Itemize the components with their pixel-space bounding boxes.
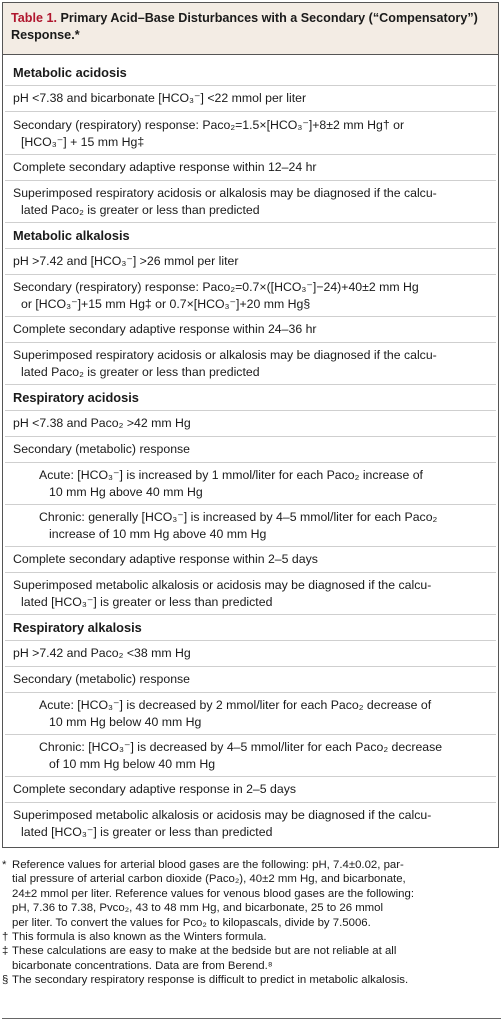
respiratory-alkalosis-acute-line-2: 10 mm Hg below 40 mm Hg [49, 715, 202, 729]
row-divider [5, 692, 496, 693]
metabolic-alkalosis-criteria: pH >7.42 and [HCO₃⁻] >26 mmol per liter [13, 254, 239, 268]
table-number: Table 1. [11, 11, 57, 25]
respiratory-alkalosis-chronic-line-1: Chronic: [HCO₃⁻] is decreased by 4–5 mmol/liter for each Paco₂ decrease [39, 740, 443, 754]
metabolic-acidosis-superimposed [3, 185, 498, 219]
metabolic-acidosis-timing: Complete secondary adaptive response within 12–24 hr [13, 160, 317, 174]
metabolic-acidosis-superimposed-line-1: Superimposed respiratory acidosis or alkalosis may be diagnosed if the calcu- [13, 186, 437, 200]
row-divider [5, 504, 496, 505]
respiratory-acidosis-superimposed-line-2: lated [HCO₃⁻] is greater or less than predicted [21, 595, 273, 609]
footnote-star-line: Reference values for arterial blood gases are the following: pH, 7.4±0.02, par- [12, 859, 404, 871]
footnote-dagger-mark: † [2, 931, 9, 944]
table-title [3, 3, 498, 55]
row-divider [5, 410, 496, 411]
row-divider [5, 640, 496, 641]
footnote-star-line: 24±2 mmol per liter. Reference values for venous blood gases are the following: [12, 887, 414, 900]
section-heading-respiratory-alkalosis: Respiratory alkalosis [13, 620, 142, 635]
respiratory-acidosis-criteria: pH <7.38 and Paco₂ >42 mm Hg [13, 416, 191, 430]
respiratory-alkalosis-criteria: pH >7.42 and Paco₂ <38 mm Hg [13, 646, 191, 660]
respiratory-alkalosis-acute-line-1: Acute: [HCO₃⁻] is decreased by 2 mmol/liter for each Paco₂ decrease of [39, 698, 432, 712]
footnote-section-text: The secondary respiratory response is difficult to predict in metabolic alkalosis. [12, 974, 409, 987]
respiratory-alkalosis-chronic [3, 739, 498, 773]
metabolic-alkalosis-superimposed-line-1: Superimposed respiratory acidosis or alkalosis may be diagnosed if the calcu- [13, 348, 437, 362]
acid-base-table [2, 2, 499, 848]
respiratory-acidosis-chronic-line-2: increase of 10 mm Hg above 40 mm Hg [49, 527, 267, 541]
row-divider [5, 222, 496, 223]
metabolic-acidosis-criteria: pH <7.38 and bicarbonate [HCO₃⁻] <22 mmol per liter [13, 91, 307, 105]
metabolic-alkalosis-response [3, 279, 498, 313]
footnote-star-mark: * [2, 859, 7, 871]
row-divider [5, 572, 496, 573]
footnote-section [2, 973, 499, 987]
bottom-rule [2, 1018, 501, 1019]
metabolic-acidosis-response-line-2: [HCO₃⁻] + 15 mm Hg‡ [21, 135, 145, 149]
section-heading-metabolic-acidosis: Metabolic acidosis [13, 65, 127, 80]
section-heading-respiratory-acidosis: Respiratory acidosis [13, 390, 139, 405]
row-divider [5, 248, 496, 249]
footnote-section-mark: § [2, 974, 9, 987]
footnote-dagger-text: This formula is also known as the Winters formula. [12, 931, 267, 944]
respiratory-acidosis-timing: Complete secondary adaptive response within 2–5 days [13, 552, 318, 566]
footnote-double-dagger [2, 944, 499, 973]
row-divider [5, 776, 496, 777]
footnote-star-line: pH, 7.36 to 7.38, Pvco₂, 43 to 48 mm Hg, and bicarbonate, 25 to 26 mmol [12, 902, 384, 915]
respiratory-acidosis-chronic-line-1: Chronic: generally [HCO₃⁻] is increased by 4–5 mmol/liter for each Paco₂ [39, 510, 438, 524]
respiratory-acidosis-acute-line-2: 10 mm Hg above 40 mm Hg [49, 485, 203, 499]
row-divider [5, 546, 496, 547]
table-title-text: Primary Acid–Base Disturbances with a Secondary (“Compensatory”) [60, 11, 478, 25]
row-divider [5, 180, 496, 181]
row-divider [5, 384, 496, 385]
row-divider [5, 436, 496, 437]
footnote-star-line: per liter. To convert the values for Pco₂ to kilopascals, divide by 7.5006. [12, 916, 371, 929]
row-divider [5, 462, 496, 463]
respiratory-alkalosis-superimposed-line-1: Superimposed metabolic alkalosis or acidosis may be diagnosed if the calcu- [13, 808, 432, 822]
row-divider [5, 111, 496, 112]
row-divider [5, 154, 496, 155]
metabolic-acidosis-response-line-1: Secondary (respiratory) response: Paco₂=1.5×[HCO₃⁻]+8±2 mm Hg† or [13, 118, 405, 132]
row-divider [5, 614, 496, 615]
row-divider [5, 316, 496, 317]
respiratory-alkalosis-superimposed-line-2: lated [HCO₃⁻] is greater or less than predicted [21, 825, 273, 839]
metabolic-alkalosis-superimposed-line-2: lated Paco₂ is greater or less than predicted [21, 365, 260, 379]
footnote-double-dagger-line: bicarbonate concentrations. Data are from Berend.⁸ [12, 959, 273, 972]
respiratory-acidosis-acute [3, 467, 498, 501]
respiratory-alkalosis-acute [3, 697, 498, 731]
footnote-dagger [2, 930, 499, 944]
metabolic-alkalosis-superimposed [3, 347, 498, 381]
row-divider [5, 342, 496, 343]
respiratory-alkalosis-timing: Complete secondary adaptive response in 2–5 days [13, 782, 297, 796]
respiratory-acidosis-chronic [3, 509, 498, 543]
footnote-double-dagger-line: These calculations are easy to make at the bedside but are not reliable at all [12, 945, 397, 958]
row-divider [5, 85, 496, 86]
metabolic-alkalosis-response-line-1: Secondary (respiratory) response: Paco₂=0.7×([HCO₃⁻]−24)+40±2 mm Hg [13, 280, 419, 294]
row-divider [5, 734, 496, 735]
respiratory-alkalosis-chronic-line-2: of 10 mm Hg below 40 mm Hg [49, 757, 216, 771]
row-divider [5, 274, 496, 275]
footnote-double-dagger-mark: ‡ [2, 945, 9, 958]
table-title-text-2: Response.* [11, 28, 80, 42]
footnote-star-line: tial pressure of arterial carbon dioxide (Paco₂), 40±2 mm Hg, and bicarbonate, [12, 873, 406, 886]
row-divider [5, 802, 496, 803]
respiratory-alkalosis-response: Secondary (metabolic) response [13, 672, 191, 686]
table-footnotes [2, 858, 499, 988]
respiratory-acidosis-superimposed-line-1: Superimposed metabolic alkalosis or acidosis may be diagnosed if the calcu- [13, 578, 432, 592]
metabolic-acidosis-response [3, 117, 498, 151]
section-heading-metabolic-alkalosis: Metabolic alkalosis [13, 228, 130, 243]
metabolic-alkalosis-response-line-2: or [HCO₃⁻]+15 mm Hg‡ or 0.7×[HCO₃⁻]+20 mm Hg§ [21, 297, 311, 311]
respiratory-acidosis-superimposed [3, 577, 498, 611]
footnote-star [2, 858, 499, 930]
row-divider [5, 666, 496, 667]
metabolic-acidosis-superimposed-line-2: lated Paco₂ is greater or less than predicted [21, 203, 260, 217]
metabolic-alkalosis-timing: Complete secondary adaptive response within 24–36 hr [13, 322, 317, 336]
respiratory-alkalosis-superimposed [3, 807, 498, 841]
respiratory-acidosis-acute-line-1: Acute: [HCO₃⁻] is increased by 1 mmol/liter for each Paco₂ increase of [39, 468, 423, 482]
respiratory-acidosis-response: Secondary (metabolic) response [13, 442, 191, 456]
